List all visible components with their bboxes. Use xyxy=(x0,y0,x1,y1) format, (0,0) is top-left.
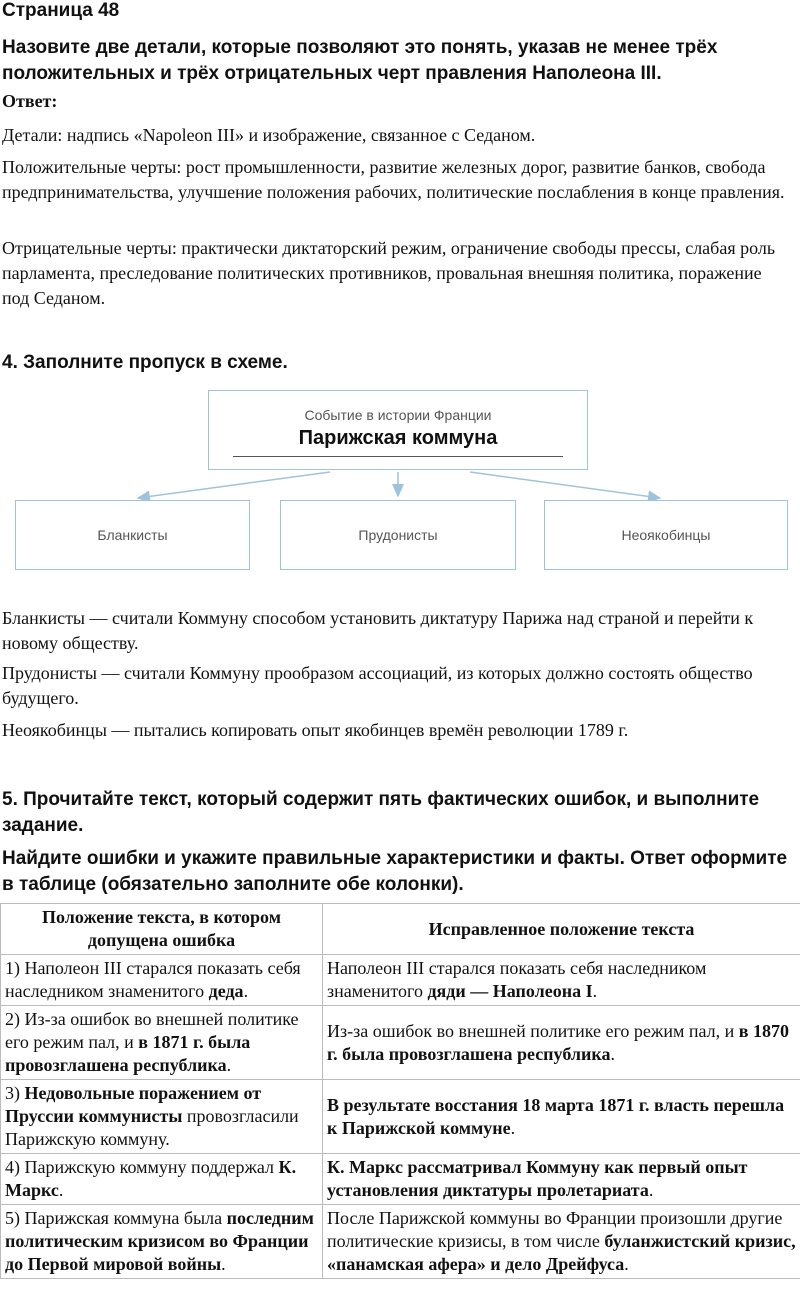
table-row xyxy=(1,1080,800,1154)
text: . xyxy=(58,1180,64,1200)
text: 5) Парижская коммуна была xyxy=(5,1208,227,1228)
bold-text: буланжистский кризис, «панамская афера» и дело Дрейфуса xyxy=(327,1231,796,1274)
text: 4) Парижскую коммуну поддержал xyxy=(5,1157,279,1177)
bold-text: дяди — Наполеона I xyxy=(427,981,593,1001)
bold-text: в 1871 г. была провозглашена республика xyxy=(5,1032,251,1075)
scheme-box-proudhonists xyxy=(280,500,516,570)
table-cell-corrected xyxy=(323,955,800,1006)
text: . xyxy=(510,1117,516,1138)
scheme-box-label: Неоякобинцы xyxy=(621,527,711,543)
scheme-box-blanquists xyxy=(15,500,250,570)
table-cell-corrected xyxy=(323,1006,800,1080)
text: . xyxy=(243,981,249,1001)
table-cell-corrected xyxy=(323,1205,800,1279)
question-5-task: Найдите ошибки и укажите правильные характеристики и факты. Ответ оформите в таблице (обязательно заполните обе колонки). xyxy=(2,848,788,895)
answer-details: Детали: надпись «Napoleon III» и изображение, связанное с Седаном. xyxy=(2,125,536,145)
answer-blanquists: Бланкисты — считали Коммуну способом установить диктатуру Парижа над страной и перейти к новому обществу. xyxy=(2,608,754,653)
text: . xyxy=(610,1043,615,1064)
text: . xyxy=(624,1254,629,1274)
scheme-top-title: Парижская коммуна xyxy=(233,427,564,457)
bold-text: в 1870 г. была провозглашена республика xyxy=(327,1020,790,1064)
question-3-prompt: Назовите две детали, которые позволяют это понять, указав не менее трёх положительных и трёх отрицательных черт правления Наполеона III. xyxy=(2,37,718,84)
question-4-heading: 4. Заполните пропуск в схеме. xyxy=(2,352,288,373)
text: 2) Из-за ошибок во внешней политике его режим пал, и xyxy=(5,1009,299,1052)
table-cell-error xyxy=(1,1154,323,1205)
bold-text: К. Маркс xyxy=(5,1157,297,1200)
scheme-top-box xyxy=(208,390,588,470)
text: 1) Наполеон III старался показать себя наследником знаменитого xyxy=(5,958,301,1001)
arrow-right xyxy=(470,472,660,498)
table-cell-error xyxy=(1,1006,323,1080)
table-cell-error xyxy=(1,1080,323,1154)
bold-text: В результате восстания 18 марта 1871 г. власть перешла к Парижской коммуне xyxy=(327,1094,785,1138)
table-cell-corrected xyxy=(323,1154,800,1205)
text: Из-за ошибок во внешней политике его режим пал, и xyxy=(327,1020,739,1041)
scheme-diagram xyxy=(0,388,800,578)
arrow-left xyxy=(138,472,330,498)
answer-proudhonists: Прудонисты — считали Коммуну прообразом ассоциаций, из которых должно состоять общество будущего. xyxy=(2,663,753,708)
scheme-box-neo-jacobins xyxy=(544,500,788,570)
bold-text: деда xyxy=(208,981,244,1001)
scheme-top-caption: Событие в истории Франции xyxy=(304,407,492,423)
table-row xyxy=(1,1006,800,1080)
scheme-box-label: Бланкисты xyxy=(97,527,168,543)
answer-neo-jacobins: Неоякобинцы — пытались копировать опыт якобинцев времён революции 1789 г. xyxy=(2,720,629,740)
table-cell-corrected xyxy=(323,1080,800,1154)
table-cell-error xyxy=(1,1205,323,1279)
text: . xyxy=(221,1254,226,1274)
bold-text: Недовольные поражением от Пруссии коммунисты xyxy=(5,1083,262,1126)
text: . xyxy=(226,1055,232,1075)
question-5-heading: 5. Прочитайте текст, который содержит пять фактических ошибок, и выполните задание. xyxy=(2,789,760,836)
table-header-error: Положение текста, в котором допущена ошибка xyxy=(1,904,323,955)
text: . xyxy=(648,1180,654,1200)
table-row xyxy=(1,1205,800,1279)
table-row xyxy=(1,1154,800,1205)
answer-negative-traits: Отрицательные черты: практически диктаторский режим, ограничение свободы прессы, слабая роль парламента, преследование политических противников, провальная внешняя политика, поражение под Седаном. xyxy=(2,238,776,308)
errors-table xyxy=(0,903,800,1279)
text: После Парижской коммуны во Франции произошли другие политические кризисы, в том числе xyxy=(327,1208,783,1251)
table-header-row xyxy=(1,904,800,955)
text: провозгласили Парижскую коммуну. xyxy=(5,1106,299,1149)
text: 3) xyxy=(5,1083,25,1103)
answer-positive-traits: Положительные черты: рост промышленности, развитие железных дорог, развитие банков, свобода предпринимательства, улучшение положения рабочих, политические послабления в конце правления. xyxy=(2,157,785,202)
text: . xyxy=(592,981,598,1001)
bold-text: последним политическим кризисом во Франции до Первой мировой войны xyxy=(5,1208,314,1274)
text: Наполеон III старался показать себя наследником знаменитого xyxy=(327,958,707,1001)
table-header-corrected: Исправленное положение текста xyxy=(323,904,800,955)
answer-label: Ответ: xyxy=(2,91,58,111)
page-title: Страница 48 xyxy=(2,0,120,21)
scheme-box-label: Прудонисты xyxy=(358,527,438,543)
bold-text: К. Маркс рассматривал Коммуну как первый опыт установления диктатуры пролетариата xyxy=(327,1157,748,1200)
table-row xyxy=(1,955,800,1006)
table-cell-error xyxy=(1,955,323,1006)
